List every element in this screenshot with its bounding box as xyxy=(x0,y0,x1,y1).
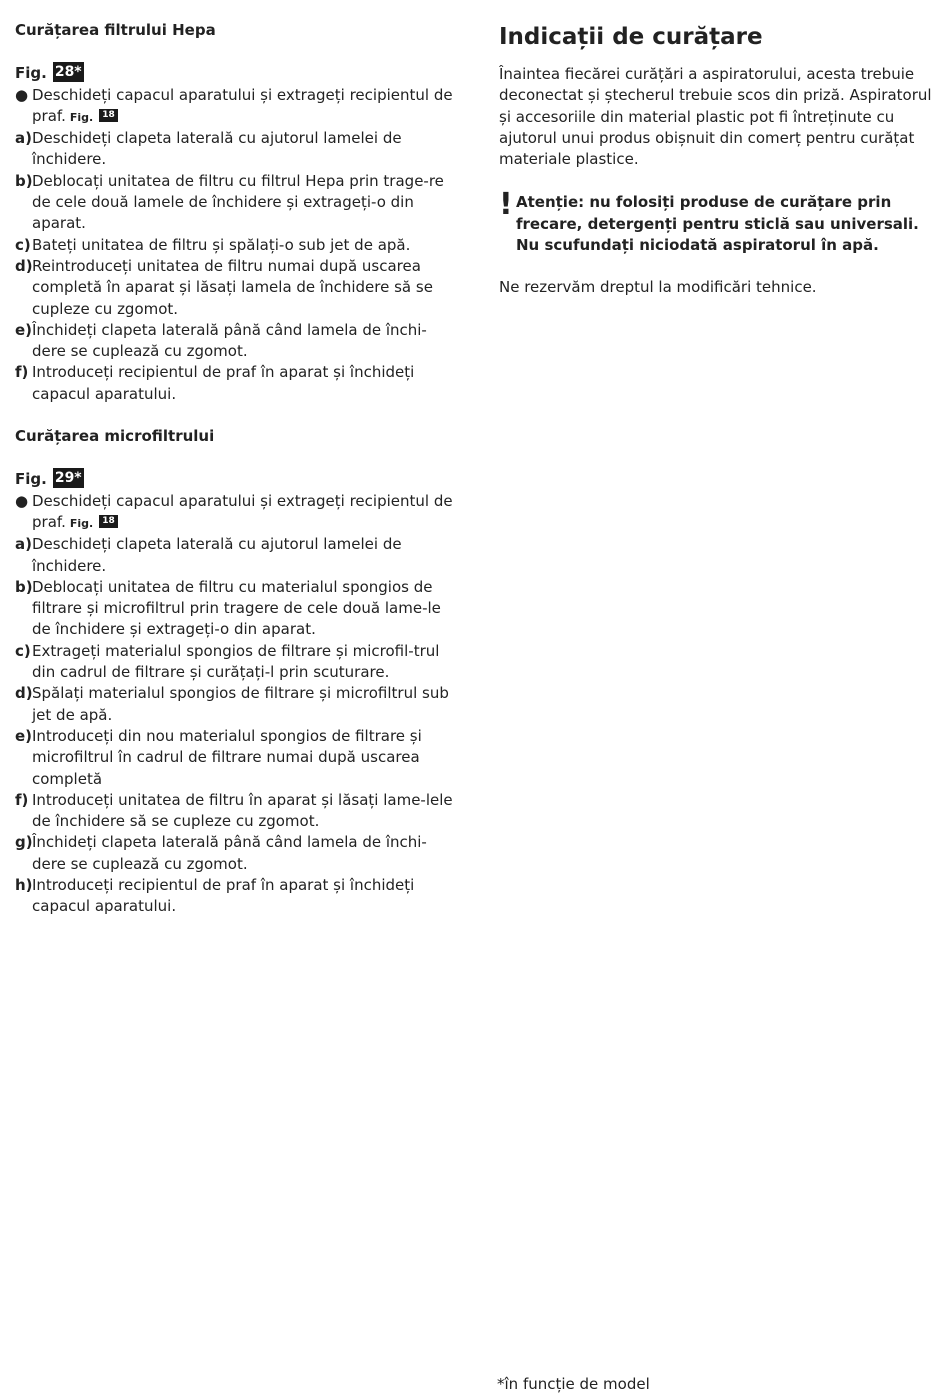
footnote: *în funcție de model xyxy=(497,1375,650,1393)
figure-label: Fig. xyxy=(15,64,47,83)
bullet-text: Deschideți capacul aparatului și extrageți recipientul de praf. xyxy=(32,491,453,531)
figure-label-small: Fig. xyxy=(69,110,94,124)
section-title-micro: Curățarea microfiltrului xyxy=(15,427,215,446)
step-marker: h) xyxy=(15,875,33,894)
step-text: Deblocați unitatea de filtru cu filtrul Hepa prin trage-re de cele două lamele de închidere și extrageți-o din aparat. xyxy=(32,171,444,233)
page-heading: Indicații de curățare xyxy=(499,24,763,50)
figure-number-badge: 29* xyxy=(54,469,82,486)
warning-block xyxy=(499,187,935,256)
list-item xyxy=(15,534,455,577)
list-item xyxy=(15,790,455,833)
list-item xyxy=(15,577,455,641)
bullet-icon: ● xyxy=(15,491,29,510)
figure-label-small: Fig. xyxy=(69,516,94,530)
step-text: Introduceți unitatea de filtru în aparat și lăsați lame-lele de închidere să se cupleze cu zgomot. xyxy=(32,790,453,831)
step-marker: d) xyxy=(15,684,33,703)
step-text: Introduceți din nou materialul spongios de filtrare și microfiltrul în cadrul de filtrare numai după uscarea completă xyxy=(32,726,422,788)
disclaimer-text: Ne rezervăm dreptul la modificări tehnice. xyxy=(499,278,817,297)
step-marker: a) xyxy=(15,129,32,148)
figure-reference xyxy=(15,469,455,490)
micro-steps-list xyxy=(15,534,455,917)
list-item xyxy=(15,171,455,235)
warning-icon: ! xyxy=(499,187,513,223)
list-item xyxy=(15,320,455,363)
list-item-text xyxy=(32,85,455,129)
list-item xyxy=(15,875,455,918)
step-text: Reintroduceți unitatea de filtru numai după uscarea completă în aparat și lăsați lamela de închidere să se cupleze cu zgomot. xyxy=(32,256,433,318)
step-text: Spălați materialul spongios de filtrare și microfiltrul sub jet de apă. xyxy=(32,684,449,724)
figure-label: Fig. xyxy=(15,470,47,489)
step-text: Deschideți clapeta laterală cu ajutorul lamelei de închidere. xyxy=(32,535,402,575)
list-item xyxy=(15,683,455,726)
list-item xyxy=(15,362,455,405)
bullet-icon: ● xyxy=(15,85,29,104)
list-item-text xyxy=(32,491,455,535)
step-marker: c) xyxy=(15,641,31,660)
step-text: Închideți clapeta laterală până când lamela de închi-dere se cuplează cu zgomot. xyxy=(32,320,427,361)
step-marker: b) xyxy=(15,171,33,190)
step-text: Introduceți recipientul de praf în aparat și închideți capacul aparatului. xyxy=(32,875,415,916)
step-text: Deblocați unitatea de filtru cu materialul spongios de filtrare și microfiltrul prin tragere de cele două lame-le de închidere și extrageți-o din aparat. xyxy=(32,577,441,639)
list-item xyxy=(15,256,455,320)
step-marker: a) xyxy=(15,535,32,554)
step-marker: b) xyxy=(15,577,33,596)
step-text: Extrageți materialul spongios de filtrare și microfil-trul din cadrul de filtrare și curățați-l prin scuturare. xyxy=(32,641,440,682)
step-text: Introduceți recipientul de praf în aparat și închideți capacul aparatului. xyxy=(32,363,415,403)
step-marker: f) xyxy=(15,790,29,809)
step-text: Închideți clapeta laterală până când lamela de închi-dere se cuplează cu zgomot. xyxy=(32,833,427,873)
figure-reference xyxy=(15,63,455,84)
step-marker: c) xyxy=(15,235,31,254)
step-text: Bateți unitatea de filtru și spălați-o sub jet de apă. xyxy=(32,235,411,254)
hepa-steps-list xyxy=(15,128,455,405)
list-item xyxy=(15,832,455,875)
step-marker: f) xyxy=(15,363,29,382)
right-column xyxy=(499,0,935,299)
cleaning-paragraph: Înaintea fiecărei curățări a aspiratorului, acesta trebuie deconectat și ștecherul trebuie scos din priză. Aspiratorul și accesoriile din material plastic pot fi întreținute cu ajutorul unui produs obișnuit din comerț pentru curățat materiale plastice. xyxy=(499,65,932,169)
step-marker: d) xyxy=(15,256,33,275)
step-marker: g) xyxy=(15,833,33,852)
figure-number-badge: 28* xyxy=(54,63,82,80)
step-marker: e) xyxy=(15,726,33,745)
list-item xyxy=(15,726,455,790)
section-title-hepa: Curățarea filtrului Hepa xyxy=(15,21,216,39)
step-text: Deschideți clapeta laterală cu ajutorul lamelei de închidere. xyxy=(32,129,402,169)
list-item xyxy=(15,128,455,171)
figure-number-badge-small: 18 xyxy=(99,515,118,528)
list-item xyxy=(15,235,455,256)
step-marker: e) xyxy=(15,320,33,339)
list-item-bullet xyxy=(15,491,455,535)
left-column xyxy=(15,0,455,918)
figure-number-badge-small: 18 xyxy=(99,109,118,122)
list-item-bullet xyxy=(15,85,455,129)
list-item xyxy=(15,641,455,684)
bullet-text: Deschideți capacul aparatului și extrageți recipientul de praf. xyxy=(32,85,453,125)
warning-text: Atenție: nu folosiți produse de curățare prin frecare, detergenți pentru sticlă sau universali. Nu scufundați niciodată aspiratorul în apă. xyxy=(516,193,919,255)
